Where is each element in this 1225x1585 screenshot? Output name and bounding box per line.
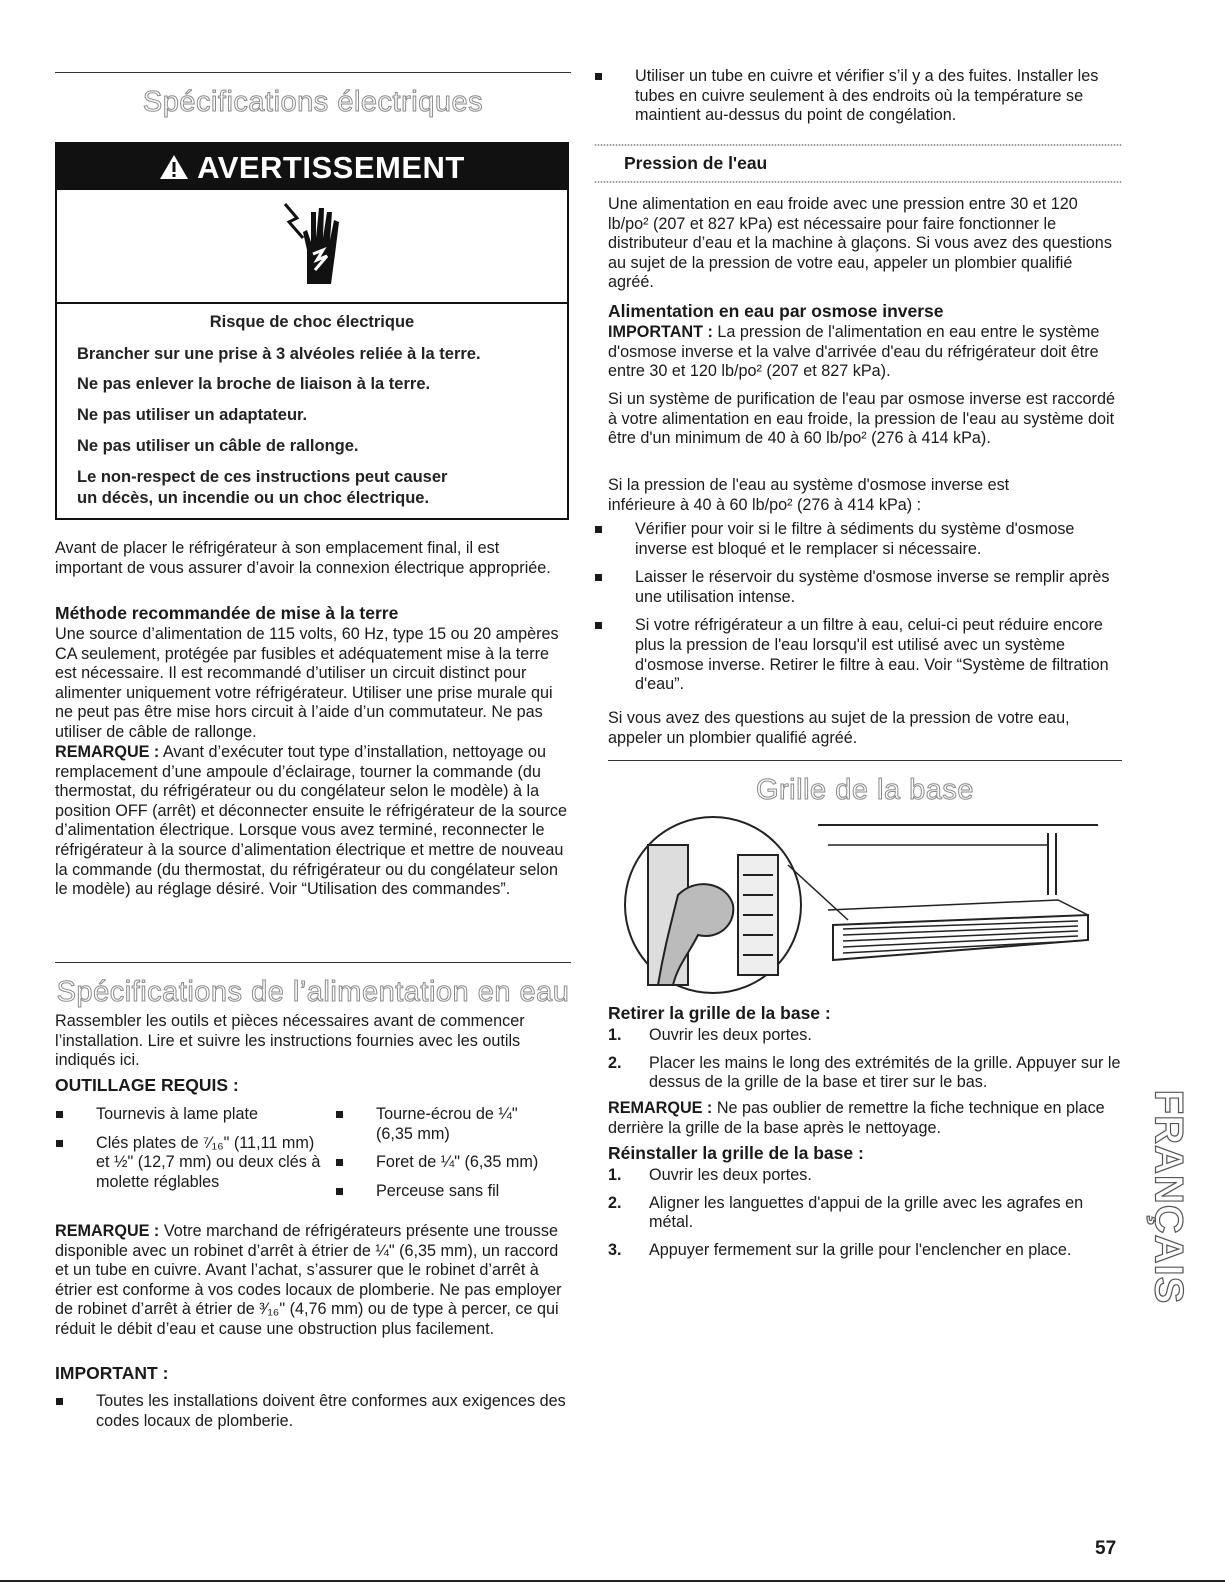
electric-shock-hand-icon: [279, 198, 349, 295]
important-item: Toutes les installations doivent être conformes aux exigences des codes locaux de plomberie.: [55, 1392, 567, 1431]
remove-step: 2. Placer les mains le long des extrémités de la grille. Appuyer sur le dessus de la grille de la base et tirer sur le bas.: [608, 1053, 1121, 1092]
tool-item: Tournevis à lame plate: [55, 1105, 335, 1125]
tools-list-col2: [335, 1105, 567, 1210]
pressure-heading: Pression de l'eau: [624, 153, 768, 173]
warning-triangle-icon: [159, 150, 197, 185]
remark-text: Votre marchand de réfrigérateurs présente une trousse disponible avec un robinet d’arrêt à étrier de ¼" (6,35 mm), un raccord et un tube en cuivre. Avant l’achat, s’assurer que le robinet d’arrêt à étrier est conforme à vos codes locaux de plomberie. Ne pas employer de robinet d’arrêt à étrier de ³⁄₁₆" (4,76 mm) ou de type à percer, ce qui réduit le débit d’eau et cause une obstruction plus facilement.: [55, 1222, 562, 1338]
section-title-electrical: Spécifications électriques: [142, 86, 484, 118]
reinstall-step: 2. Aligner les languettes d'appui de la grille avec les agrafes en métal.: [608, 1193, 1084, 1232]
remove-grille-heading: Retirer la grille de la base :: [608, 1003, 831, 1023]
warning-header: [57, 144, 567, 190]
base-grille-illustration: [618, 815, 1118, 995]
warning-line: Ne pas utiliser un câble de rallonge.: [77, 437, 359, 455]
reinstall-grille-heading: Réinstaller la grille de la base :: [608, 1143, 864, 1163]
remove-steps: [608, 1026, 1122, 1101]
bottom-rule: [0, 1580, 1225, 1582]
ro-item: Vérifier pour voir si le filtre à sédiments du système d'osmose inverse est bloqué et le remplacer si nécessaire.: [594, 520, 1122, 559]
important-heading: IMPORTANT :: [55, 1363, 169, 1383]
warning-line: Le non-respect de ces instructions peut causer: [77, 468, 448, 486]
warning-line: Brancher sur une prise à 3 alvéoles reliée à la terre.: [77, 345, 481, 363]
water-intro: Rassembler les outils et pièces nécessaires avant de commencer l’installation. Lire et suivre les instructions fournies avec les outils indiqués ici.: [55, 1012, 525, 1070]
important-label: IMPORTANT :: [608, 323, 713, 341]
warning-line: Ne pas enlever la broche de liaison à la terre.: [77, 375, 431, 393]
rule-water-section: [55, 962, 571, 963]
warning-line: un décès, un incendie ou un choc électrique.: [77, 489, 430, 507]
remark-text: Ne pas oublier de remettre la fiche technique en place derrière la grille de la base après le nettoyage.: [608, 1099, 1105, 1137]
grounding-heading: Méthode recommandée de mise à la terre: [55, 603, 399, 623]
section-title-grille: Grille de la base: [755, 774, 975, 806]
top-rule-left: [55, 72, 571, 73]
grounding-text: Une source d’alimentation de 115 volts, 60 Hz, type 15 ou 20 ampères CA seulement, protégée par fusibles et adéquatement mise à la terre est nécessaire. Il est recommandé d’utiliser un circuit distinct pour alimenter uniquement votre réfrigérateur. Utiliser une prise murale qui ne peut pas être mise hors circuit à l’aide d’un commutateur. Ne pas utiliser de câble de rallonge.: [55, 625, 559, 741]
page-number: 57: [1095, 1538, 1117, 1559]
warning-separator: [57, 302, 567, 304]
warning-box: [55, 142, 569, 520]
tools-list-col1: [55, 1105, 335, 1201]
important-list: [55, 1392, 567, 1440]
remark-grille: [608, 1099, 1120, 1138]
ro-text-2: Si un système de purification de l'eau par osmose inverse est raccordé à votre alimentation en eau froide, la pression de l'eau au système doit être d'un minimum de 40 à 60 lb/po² (276 à 414 kPa).: [608, 390, 1115, 448]
ro-important: [608, 323, 1120, 382]
reinstall-steps: [608, 1166, 1122, 1268]
ro-heading: Alimentation en eau par osmose inverse: [608, 301, 944, 321]
language-side-tab: FRANÇAIS: [1146, 1089, 1191, 1305]
ro-item: Laisser le réservoir du système d'osmose inverse se remplir après une utilisation intense.: [594, 568, 1122, 607]
dotted-rule: [594, 180, 1122, 184]
section-title-water: Spécifications de l’alimentation en eau: [56, 976, 570, 1008]
important-text: La pression de l'alimentation en eau entre le système d'osmose inverse et la valve d'arrivée d'eau du réfrigérateur doit être entre 30 et 120 lb/po² (207 et 827 kPa).: [608, 323, 1100, 381]
remark-label: REMARQUE :: [55, 743, 160, 761]
warning-line: Ne pas utiliser un adaptateur.: [77, 406, 308, 424]
ro-text-3: Si la pression de l'eau au système d'osmose inverse est inférieure à 40 à 60 lb/po² (276 à 414 kPa) :: [608, 476, 1010, 514]
remark-kit: [55, 1222, 567, 1340]
pressure-text: Une alimentation en eau froide avec une pression entre 30 et 120 lb/po² (207 et 827 kPa) est nécessaire pour faire fonctionner le distributeur d’eau et la machine à glaçons. Si vous avez des questions au sujet de la pression de votre eau, appeler un plombier qualifié agréé.: [608, 195, 1112, 292]
tool-item: Foret de ¼" (6,35 mm): [335, 1153, 567, 1173]
remark-label: REMARQUE :: [55, 1222, 160, 1240]
tool-item: Clés plates de ⁷⁄₁₆" (11,11 mm) et ½" (12,7 mm) ou deux clés à molette réglables: [55, 1134, 335, 1193]
electrical-intro: Avant de placer le réfrigérateur à son emplacement final, il est important de vous assurer d’avoir la connexion électrique appropriée.: [55, 539, 551, 577]
copper-list: [594, 67, 1122, 135]
copper-item: Utiliser un tube en cuivre et vérifier s’il y a des fuites. Installer les tubes en cuivre seulement à des endroits où la température se maintient au-dessus du point de congélation.: [594, 67, 1122, 126]
remove-step: 1. Ouvrir les deux portes.: [608, 1026, 812, 1044]
remark-label: REMARQUE :: [608, 1099, 713, 1117]
ro-list: [594, 520, 1122, 704]
reinstall-step: 1. Ouvrir les deux portes.: [608, 1166, 812, 1184]
ro-item: Si votre réfrigérateur a un filtre à eau, celui-ci peut réduire encore plus la pression de l'eau lorsqu'il est utilisé avec un système d'osmose inverse. Retirer le filtre à eau. Voir “Système de filtration d'eau”.: [594, 616, 1122, 694]
ro-text-4: Si vous avez des questions au sujet de la pression de votre eau, appeler un plombier qualifié agréé.: [608, 709, 1070, 747]
tool-item: Perceuse sans fil: [335, 1182, 567, 1202]
reinstall-step: 3. Appuyer fermement sur la grille pour l'enclencher en place.: [608, 1240, 1072, 1259]
warning-title: AVERTISSEMENT: [57, 150, 567, 186]
remark-power: [55, 743, 567, 900]
tool-item: Tourne-écrou de ¼" (6,35 mm): [335, 1105, 526, 1144]
dotted-rule: [594, 143, 1122, 147]
warning-line: Risque de choc électrique: [209, 313, 415, 331]
rule-grille-section: [608, 760, 1122, 761]
tools-heading: OUTILLAGE REQUIS :: [55, 1075, 239, 1095]
remark-text: Avant d’exécuter tout type d’installation, nettoyage ou remplacement d’une ampoule d’éclairage, tourner la commande (du thermostat, du réfrigérateur ou du congélateur selon le modèle) à la position OFF (arrêt) et déconnecter ensuite le réfrigérateur de la source d’alimentation électrique. Lorsque vous avez terminé, reconnecter le réfrigérateur à la source d’alimentation électrique et mettre de nouveau la commande (du thermostat, du réfrigérateur ou du congélateur selon le modèle) au réglage désiré. Voir “Utilisation des commandes”.: [55, 743, 567, 899]
